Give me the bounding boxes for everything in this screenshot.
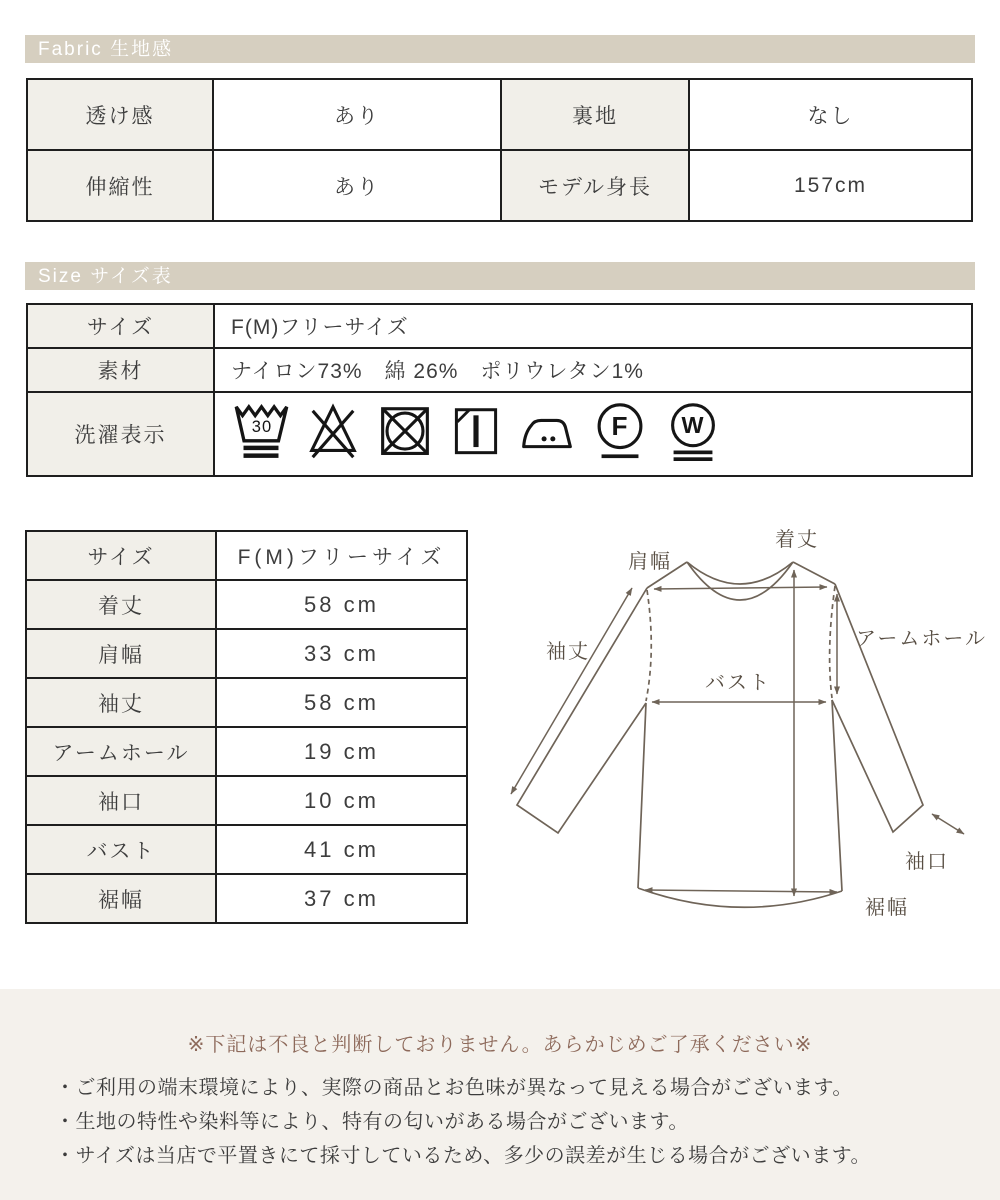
fabric-label-sheerness: 透け感 bbox=[28, 80, 212, 149]
dry-clean-glyph: F bbox=[611, 410, 629, 441]
fabric-value-sheerness: あり bbox=[214, 80, 500, 149]
line-dry-in-shade-icon bbox=[448, 400, 504, 468]
do-not-tumble-dry-icon bbox=[375, 400, 435, 468]
notice-item-measurement: ・サイズは当店で平置きにて採寸しているため、多少の誤差が生じる場合がございます。 bbox=[55, 1145, 871, 1167]
notice-list bbox=[55, 1071, 1000, 1173]
fabric-value-lining: なし bbox=[690, 80, 971, 149]
wash-temp-glyph: 30 bbox=[251, 418, 273, 437]
diagram-label-cuff: 袖口 bbox=[905, 851, 949, 873]
fabric-section-header: Fabric 生地感 bbox=[25, 35, 975, 63]
size-section-header: Size サイズ表 bbox=[25, 262, 975, 290]
meas-label-armhole: アームホール bbox=[27, 728, 215, 775]
diagram-label-sleeve-length: 袖丈 bbox=[546, 641, 590, 663]
size-value-size: F(M)フリーサイズ bbox=[215, 305, 971, 347]
meas-header-value: F(M)フリーサイズ bbox=[217, 532, 466, 579]
do-not-bleach-icon bbox=[304, 400, 362, 468]
fabric-table bbox=[26, 78, 973, 222]
sleeve-length-arrow bbox=[511, 588, 632, 794]
size-label-size: サイズ bbox=[28, 305, 213, 347]
meas-value-bust: 41 cm bbox=[217, 826, 466, 873]
diagram-label-body-length: 着丈 bbox=[775, 529, 819, 551]
diagram-label-bust: バスト bbox=[705, 672, 771, 694]
care-symbols bbox=[215, 393, 971, 475]
meas-value-body-length: 58 cm bbox=[217, 581, 466, 628]
meas-value-sleeve: 58 cm bbox=[217, 679, 466, 726]
meas-value-hem: 37 cm bbox=[217, 875, 466, 922]
wash-30-very-mild-icon bbox=[231, 400, 291, 468]
meas-label-shoulder: 肩幅 bbox=[27, 630, 215, 677]
iron-medium-two-dots-icon bbox=[517, 400, 577, 468]
meas-value-cuff: 10 cm bbox=[217, 777, 466, 824]
size-label-care: 洗濯表示 bbox=[28, 393, 213, 475]
diagram-label-shoulder-width: 肩幅 bbox=[628, 551, 672, 573]
garment-measurement-diagram bbox=[480, 510, 1000, 950]
size-info-table bbox=[26, 303, 973, 477]
size-label-material: 素材 bbox=[28, 349, 213, 391]
armhole-seam-right bbox=[830, 586, 835, 698]
garment-outline bbox=[517, 562, 923, 907]
notice-item-smell: ・生地の特性や染料等により、特有の匂いがある場合がございます。 bbox=[55, 1111, 689, 1133]
notice-section bbox=[0, 989, 1000, 1200]
fabric-label-stretch: 伸縮性 bbox=[28, 151, 212, 220]
wet-clean-glyph: W bbox=[681, 412, 705, 439]
fabric-label-lining: 裏地 bbox=[502, 80, 688, 149]
meas-value-shoulder: 33 cm bbox=[217, 630, 466, 677]
diagram-label-armhole: アームホール bbox=[856, 628, 987, 650]
meas-label-cuff: 袖口 bbox=[27, 777, 215, 824]
size-value-material: ナイロン73% 綿 26% ポリウレタン1% bbox=[215, 349, 971, 391]
shoulder-width-arrow bbox=[654, 587, 827, 589]
meas-label-hem: 裾幅 bbox=[27, 875, 215, 922]
cuff-arrow bbox=[932, 814, 964, 834]
meas-label-bust: バスト bbox=[27, 826, 215, 873]
notice-item-color: ・ご利用の端末環境により、実際の商品とお色味が異なって見える場合がございます。 bbox=[55, 1077, 853, 1099]
hem-width-arrow bbox=[645, 890, 837, 892]
diagram-label-hem-width: 裾幅 bbox=[865, 897, 909, 919]
notice-title: ※下記は不良と判断しておりません。あらかじめご了承ください※ bbox=[187, 1034, 813, 1056]
wet-clean-very-mild-icon bbox=[663, 400, 723, 468]
meas-label-body-length: 着丈 bbox=[27, 581, 215, 628]
measurements-table bbox=[25, 530, 468, 924]
meas-header-label: サイズ bbox=[27, 532, 215, 579]
dry-clean-petroleum-mild-icon bbox=[590, 400, 650, 468]
armhole-seam-left bbox=[646, 590, 651, 701]
fabric-value-model-height: 157cm bbox=[690, 151, 971, 220]
fabric-value-stretch: あり bbox=[214, 151, 500, 220]
meas-value-armhole: 19 cm bbox=[217, 728, 466, 775]
fabric-label-model-height: モデル身長 bbox=[502, 151, 688, 220]
meas-label-sleeve: 袖丈 bbox=[27, 679, 215, 726]
